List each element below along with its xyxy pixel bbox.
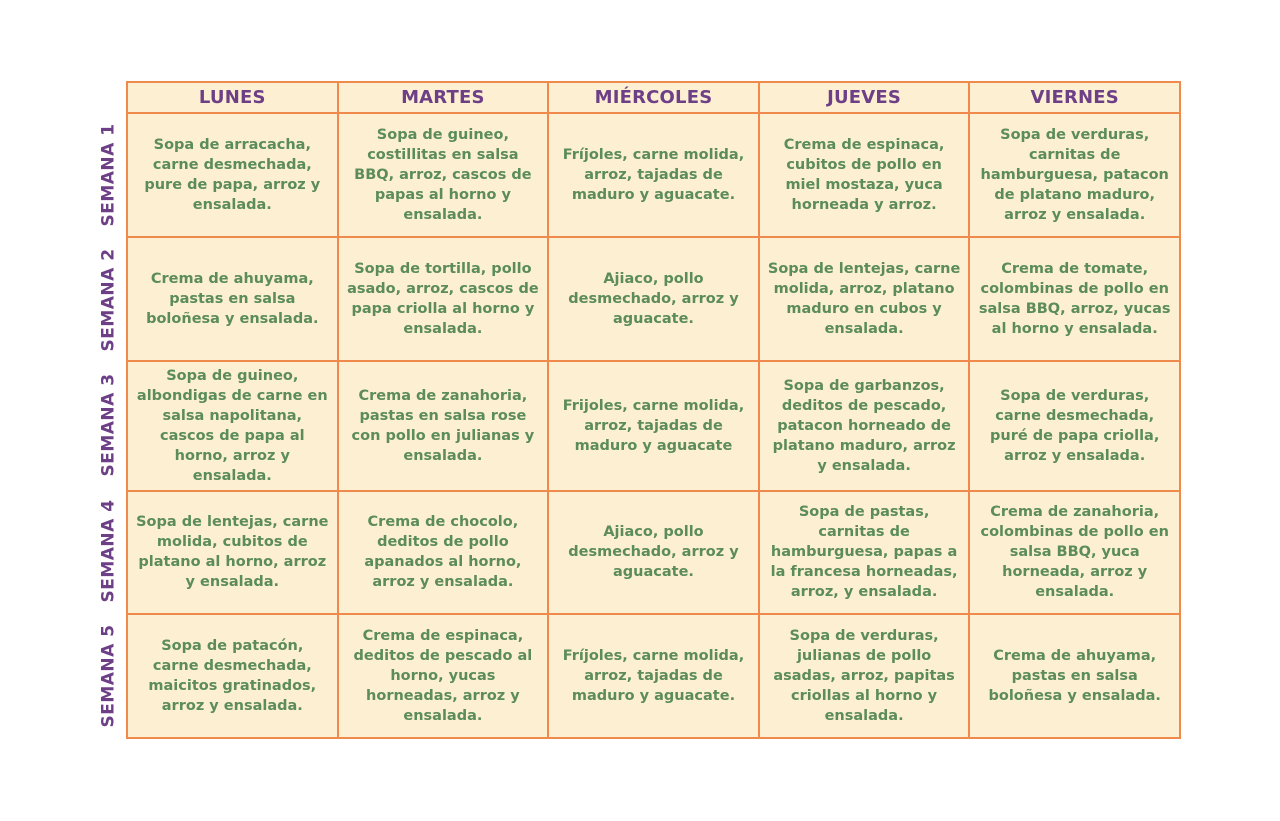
meal-cell-w3-friday: Sopa de verduras, carne desmechada, puré de papa criolla, arroz y ensalada. xyxy=(970,362,1181,492)
meal-cell-w3-thursday: Sopa de garbanzos, deditos de pescado, patacon horneado de platano maduro, arroz y ensalada. xyxy=(760,362,971,492)
week-label-3 xyxy=(92,363,126,488)
week-3-label-text: SEMANA 3 xyxy=(99,373,119,478)
week-label-5 xyxy=(92,614,126,739)
day-header-tuesday: MARTES xyxy=(339,83,550,114)
meal-cell-w5-thursday: Sopa de verduras, julianas de pollo asadas, arroz, papitas criollas al horno y ensalada. xyxy=(760,615,971,739)
meal-cell-w5-wednesday: Fríjoles, carne molida, arroz, tajadas de maduro y aguacate. xyxy=(549,615,760,739)
meal-cell-w3-wednesday: Frijoles, carne molida, arroz, tajadas de maduro y aguacate xyxy=(549,362,760,492)
menu-table xyxy=(126,81,1181,739)
week-label-4 xyxy=(92,488,126,613)
week-1-label-text: SEMANA 1 xyxy=(99,123,119,227)
week-5-label-text: SEMANA 5 xyxy=(99,624,119,728)
meal-cell-w2-friday: Crema de tomate, colombinas de pollo en salsa BBQ, arroz, yucas al horno y ensalada. xyxy=(970,238,1181,362)
meal-cell-w4-monday: Sopa de lentejas, carne molida, cubitos de platano al horno, arroz y ensalada. xyxy=(128,492,339,616)
meal-cell-w4-friday: Crema de zanahoria, colombinas de pollo en salsa BBQ, yuca horneada, arroz y ensalada. xyxy=(970,492,1181,616)
week-4-label-text: SEMANA 4 xyxy=(99,499,119,603)
day-header-friday: VIERNES xyxy=(970,83,1181,114)
meal-cell-w1-friday: Sopa de verduras, carnitas de hamburguesa, patacon de platano maduro, arroz y ensalada. xyxy=(970,114,1181,238)
meal-cell-w2-tuesday: Sopa de tortilla, pollo asado, arroz, cascos de papa criolla al horno y ensalada. xyxy=(339,238,550,362)
meal-cell-w1-monday: Sopa de arracacha, carne desmechada, pure de papa, arroz y ensalada. xyxy=(128,114,339,238)
meal-cell-w5-monday: Sopa de patacón, carne desmechada, maicitos gratinados, arroz y ensalada. xyxy=(128,615,339,739)
week-2-label-text: SEMANA 2 xyxy=(99,248,119,352)
meal-cell-w2-monday: Crema de ahuyama, pastas en salsa boloñesa y ensalada. xyxy=(128,238,339,362)
meal-cell-w4-tuesday: Crema de chocolo, deditos de pollo apanados al horno, arroz y ensalada. xyxy=(339,492,550,616)
day-header-thursday: JUEVES xyxy=(760,83,971,114)
meal-cell-w2-wednesday: Ajiaco, pollo desmechado, arroz y aguacate. xyxy=(549,238,760,362)
week-label-1 xyxy=(92,112,126,237)
meal-cell-w2-thursday: Sopa de lentejas, carne molida, arroz, platano maduro en cubos y ensalada. xyxy=(760,238,971,362)
meal-cell-w1-tuesday: Sopa de guineo, costillitas en salsa BBQ, arroz, cascos de papas al horno y ensalada. xyxy=(339,114,550,238)
week-label-2 xyxy=(92,237,126,362)
meal-cell-w5-friday: Crema de ahuyama, pastas en salsa boloñesa y ensalada. xyxy=(970,615,1181,739)
day-header-wednesday: MIÉRCOLES xyxy=(549,83,760,114)
meal-cell-w5-tuesday: Crema de espinaca, deditos de pescado al horno, yucas horneadas, arroz y ensalada. xyxy=(339,615,550,739)
meal-cell-w1-thursday: Crema de espinaca, cubitos de pollo en miel mostaza, yuca horneada y arroz. xyxy=(760,114,971,238)
meal-cell-w1-wednesday: Fríjoles, carne molida, arroz, tajadas de maduro y aguacate. xyxy=(549,114,760,238)
meal-cell-w4-wednesday: Ajiaco, pollo desmechado, arroz y aguacate. xyxy=(549,492,760,616)
meal-cell-w3-tuesday: Crema de zanahoria, pastas en salsa rose con pollo en julianas y ensalada. xyxy=(339,362,550,492)
day-header-monday: LUNES xyxy=(128,83,339,114)
week-labels-column xyxy=(92,112,126,739)
meal-cell-w4-thursday: Sopa de pastas, carnitas de hamburguesa, papas a la francesa horneadas, arroz, y ensalada. xyxy=(760,492,971,616)
meal-cell-w3-monday: Sopa de guineo, albondigas de carne en salsa napolitana, cascos de papa al horno, arroz y ensalada. xyxy=(128,362,339,492)
